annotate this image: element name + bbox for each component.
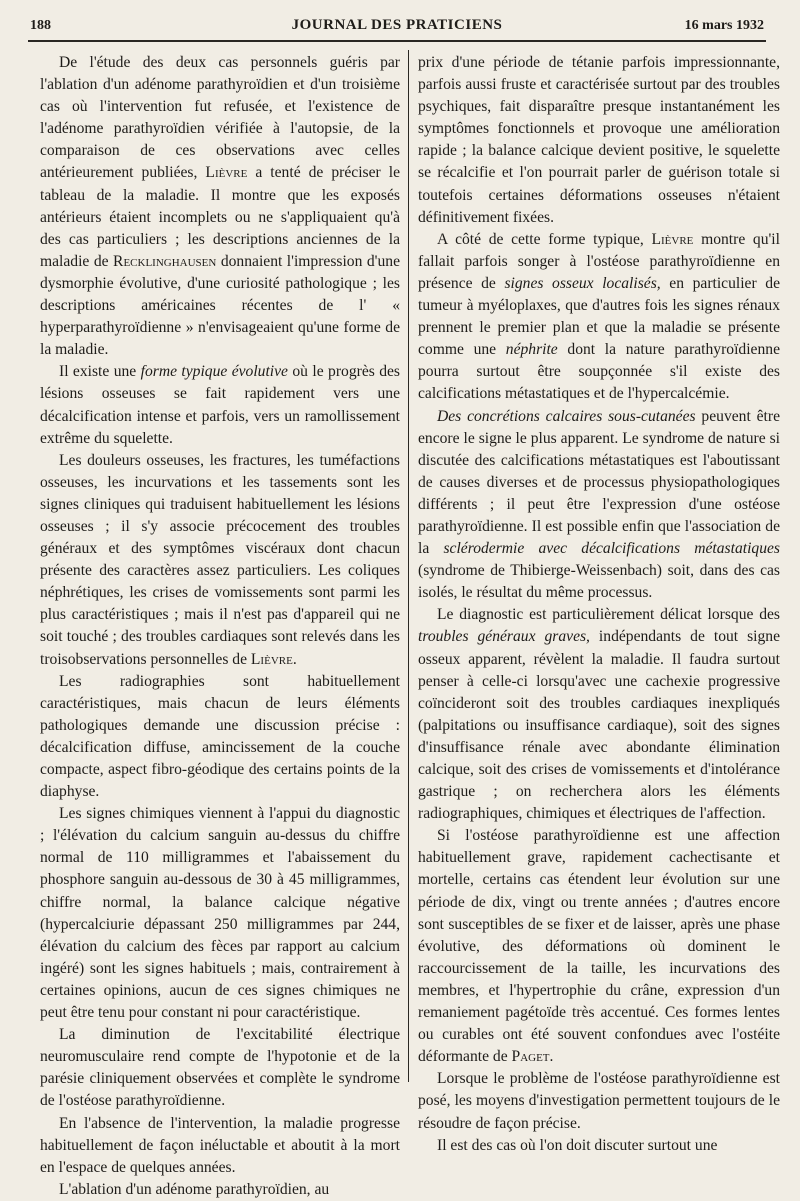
author-name: Lièvre: [205, 164, 248, 182]
column-divider: [408, 50, 409, 1082]
author-name: Recklinghausen: [113, 252, 217, 270]
paragraph: Si l'ostéose parathyroïdienne est une affection habituellement grave, rapidement cachectisante et mortelle, certains cas étendent leur évolution sur une période de dix, vingt ou trente années ; d'autres encore sont susceptibles de se fixer et de laisser, après une phase évolutive, des déformations où dominent le raccourcissement de la taille, les incurvations des membres, et l'hypertrophie du crâne, expression d'un remaniement pagétoïde très accentué. Ces formes lentes ou curables ont été souvent confondues avec l'ostéite déformante de Paget.: [418, 827, 780, 1066]
author-name: Lièvre: [250, 650, 293, 668]
emphasis: forme typique évolutive: [140, 363, 288, 381]
page-header: [30, 14, 764, 42]
paragraph: Les radiographies sont habituellement caractéristiques, mais chacun de leurs éléments pathologiques demande une discussion précise : décalcification diffuse, amincissement de la couche compacte, aspect fibro-géodique des certains points de la diaphyse.: [40, 672, 400, 801]
paragraph: La diminution de l'excitabilité électrique neuromusculaire rend compte de l'hypotonie et de la parésie cliniquement observées et complète le syndrome de l'ostéose parathyroïdienne.: [40, 1026, 400, 1110]
header-rule: [28, 40, 766, 42]
right-column: [418, 52, 781, 1154]
emphasis: signes osseux localisés,: [504, 274, 661, 292]
left-column: [40, 52, 400, 1198]
issue-date: 16 mars 1932: [684, 18, 764, 33]
paragraph: Des concrétions calcaires sous-cutanées peuvent être encore le signe le plus apparent. Le syndrome de nature si discutée des calcifications métastatiques est l'aboutissant de causes diverses et de processus physiopathologiques différents ; il peut être l'expression d'une ostéose parathyroïdienne. Il est possible enfin que l'association de la sclérodermie avec décalcifications métastatiques (syndrome de Thibierge-Weissenbach) soit, dans des cas isolés, le résultat du même processus.: [418, 407, 781, 602]
journal-title: JOURNAL DES PRATICIENS: [291, 17, 503, 33]
paragraph: Lorsque le problème de l'ostéose parathyroïdienne est posé, les moyens d'investigation permettent toujours de le résoudre de façon précise.: [418, 1070, 780, 1132]
paragraph: Les douleurs osseuses, les fractures, les tuméfactions osseuses, les incurvations et les tassements sont les signes cliniques qui traduisent habituellement les lésions osseuses ; il s'y associe précocement des troubles généraux et des symptômes viscéraux dont chacun présente des caractères assez particuliers. Les coliques néphrétiques, les crises de vomissements sont parmi les plus caractéristiques ; mais il n'est pas d'appareil qui ne soit touché ; des troubles cardiaques sont relevés dans les troisobservations personnelles de Lièvre.: [40, 451, 400, 668]
paragraph: De l'étude des deux cas personnels guéris par l'ablation d'un adénome parathyroïdien et d'un troisième cas où l'intervention fut refusée, et l'existence de l'adénome parathyroïdien vérifiée à l'autopsie, de la comparaison de ces observations avec celles antérieurement publiées, Lièvre a tenté de préciser le tableau de la maladie. Il montre que les exposés antérieurs étaient incomplets ou ne s'appliquaient qu'à des cas particuliers ; les descriptions anciennes de la maladie de Recklinghausen donnaient l'impression d'une dysmorphie évolutive, d'une curiosité pathologique ; les descriptions américaines récentes de l' « hyperparathyroïdienne » n'envisageaient qu'une forme de la maladie.: [40, 54, 400, 359]
paragraph: prix d'une période de tétanie parfois impressionnante, parfois aussi fruste et caractérisée surtout par des troubles psychiques, fait disparaître presque instantanément les symptômes fonctionnels et provoque une amélioration rapide ; la balance calcique devient positive, le squelette se récalcifie et l'on pourrait parler de guérison totale si toutefois certaines déformations osseuses n'étaient définitivement fixées.: [418, 54, 780, 226]
paragraph: A côté de cette forme typique, Lièvre montre qu'il fallait parfois songer à l'ostéose parathyroïdienne en présence de signes osseux localisés, en particulier de tumeur à myéloplaxes, que d'autres fois les signes rénaux prennent le premier plan et que la maladie se présente comme une néphrite dont la nature parathyroïdienne pourra surtout être soupçonnée s'il existe des calcifications métastatiques et de l'hypercalcémie.: [418, 230, 780, 403]
paragraph: En l'absence de l'intervention, la maladie progresse habituellement de façon inéluctable et aboutit à la mort en l'espace de quelques années.: [40, 1114, 400, 1176]
paragraph: Les signes chimiques viennent à l'appui du diagnostic ; l'élévation du calcium sanguin au-dessus du chiffre normal de 110 milligrammes et l'abaissement du phosphore sanguin au-dessous de 30 à 45 milligrammes, chiffre normal, la balance calcique négative (hypercalciurie dépassant 250 milligrammes par 244, élévation du calcium des fèces par rapport au calcium ingéré) sont les signes habituels ; mais, contrairement à certaines opinions, aucun de ces signes chimiques ne peut être tenu pour constant ni pour caractéristique.: [40, 805, 400, 1022]
paragraph: Il est des cas où l'on doit discuter surtout une: [437, 1136, 718, 1154]
author-name: Paget: [511, 1048, 550, 1066]
paragraph: L'ablation d'un adénome parathyroïdien, au: [59, 1180, 330, 1198]
paragraph: Il existe une forme typique évolutive où le progrès des lésions osseuses se fait rapidement vers une décalcification intense et parfois, vers un ramollissement extrême du squelette.: [40, 363, 400, 447]
emphasis: Des concrétions calcaires sous-cutanées: [437, 407, 696, 425]
emphasis: troubles généraux graves,: [418, 628, 590, 646]
emphasis: sclérodermie avec décalcifications métastatiques: [443, 540, 780, 558]
paragraph: Le diagnostic est particulièrement délicat lorsque des troubles généraux graves, indépendants de tout signe osseux apparent, révèlent la maladie. Il faudra surtout penser à celle-ci lorsqu'avec une cachexie progressive coïncideront soit des troubles cardiaques inexpliqués (palpitations ou insuffisance cardiaque), soit des signes d'insuffisance rénale avec abondante élimination calcique, soit des crises de vomissements et d'intolérance gastrique ; on recherchera alors les éléments radiographiques, chimiques et électriques de l'affection.: [418, 606, 781, 823]
emphasis: néphrite: [505, 341, 558, 359]
page-number: 188: [30, 18, 51, 33]
author-name: Lièvre: [651, 230, 694, 248]
